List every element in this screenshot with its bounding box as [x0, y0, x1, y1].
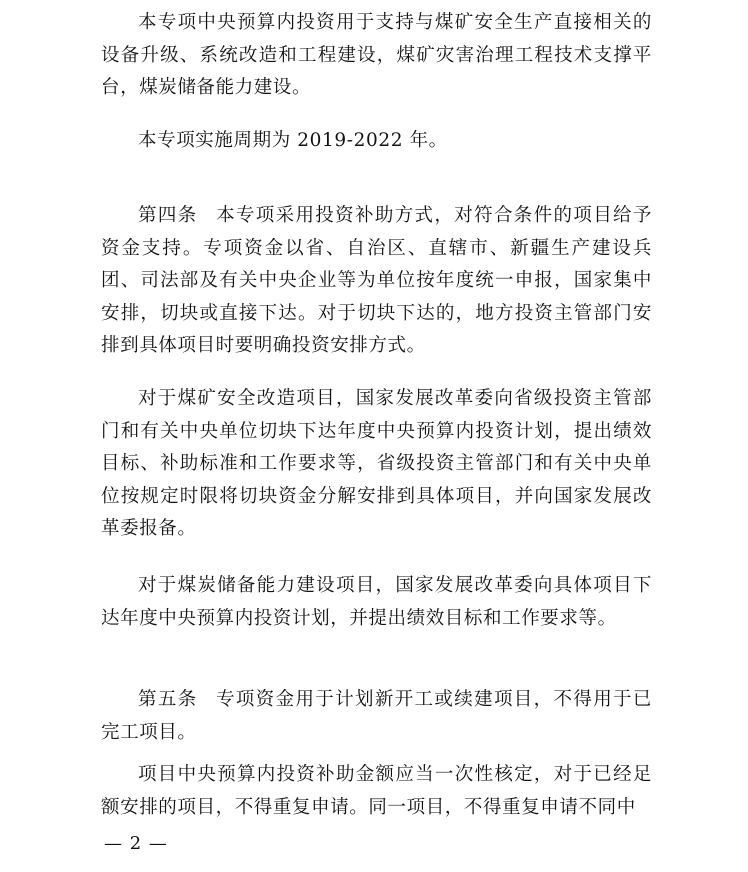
- article-5-label: 第五条: [138, 689, 198, 710]
- paragraph-article-4: [101, 200, 652, 363]
- article-4-label: 第四条: [138, 205, 198, 226]
- article-4-text: 本专项采用投资补助方式，对符合条件的项目给予资金支持。专项资金以省、自治区、直辖市、新疆生产建设兵团、司法部及有关中央企业等为单位按年度统一申报，国家集中安排，切块或直接下达。对于切块下达的，地方投资主管部门安排到具体项目时要明确投资安排方式。: [101, 205, 653, 356]
- paragraph-subsidy-amount: 项目中央预算内投资补助金额应当一次性核定，对于已经足额安排的项目，不得重复申请。同一项目，不得重复申请不同中: [101, 764, 652, 818]
- paragraph-period: 本专项实施周期为 2019-2022 年。: [138, 130, 448, 151]
- article-5-text: 专项资金用于计划新开工或续建项目，不得用于已完工项目。: [101, 689, 653, 743]
- paragraph-scope: 本专项中央预算内投资用于支持与煤矿安全生产直接相关的设备升级、系统改造和工程建设，煤矿灾害治理工程技术支撑平台，煤炭储备能力建设。: [101, 12, 652, 98]
- page-number: — 2 —: [104, 833, 168, 854]
- paragraph-coal-reserve: 对于煤炭储备能力建设项目，国家发展改革委向具体项目下达年度中央预算内投资计划，并提出绩效目标和工作要求等。: [101, 575, 652, 629]
- paragraph-coal-mine-safety: 对于煤矿安全改造项目，国家发展改革委向省级投资主管部门和有关中央单位切块下达年度中央预算内投资计划，提出绩效目标、补助标准和工作要求等，省级投资主管部门和有关中央单位按规定时限将切块资金分解安排到具体项目，并向国家发展改革委报备。: [101, 388, 652, 539]
- paragraph-article-5: [101, 684, 652, 749]
